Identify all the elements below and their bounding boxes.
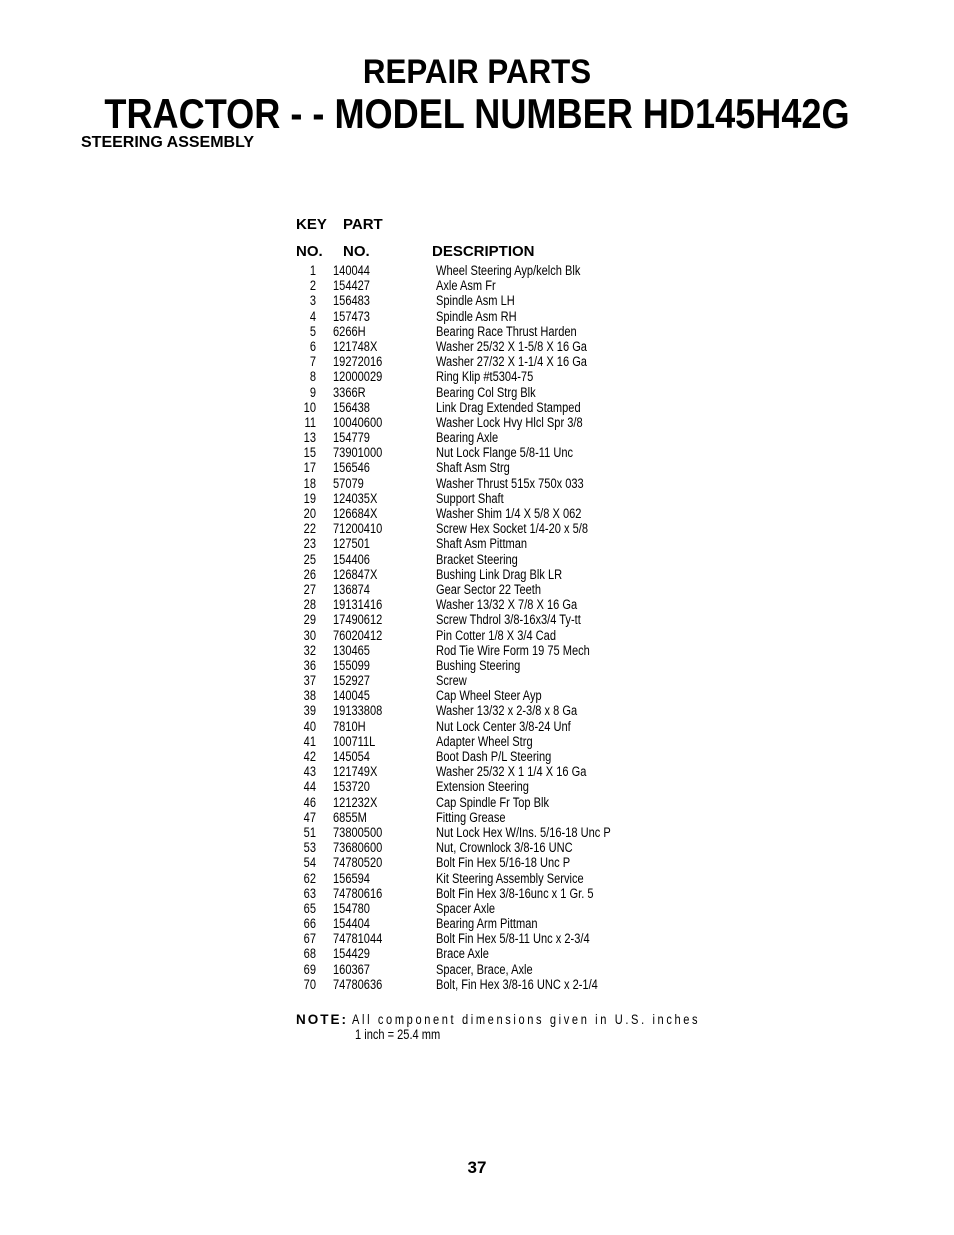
parts-row [296,703,696,718]
key-number: 37 [303,673,316,689]
parts-row [296,460,696,475]
part-description: Link Drag Extended Stamped [436,399,581,415]
part-description: Pin Cotter 1/8 X 3/4 Cad [436,627,557,643]
key-number: 63 [303,885,316,901]
key-number: 4 [309,308,316,324]
parts-row [296,582,696,597]
part-number: 73800500 [333,824,383,840]
part-description: Brace Axle [436,946,489,962]
key-number: 7 [309,354,316,370]
key-number: 69 [303,961,316,977]
part-number: 76020412 [333,627,383,643]
key-number: 1 [309,263,316,278]
part-description: Boot Dash P/L Steering [436,749,552,764]
part-description: Washer 27/32 X 1-1/4 X 16 Ga [436,354,587,370]
parts-row [296,719,696,734]
parts-row [296,430,696,445]
part-number: 130465 [333,642,370,658]
part-number: 154779 [333,430,370,446]
part-description: Bearing Col Strg Blk [436,384,536,400]
key-number: 26 [303,566,316,582]
part-number: 12000029 [333,369,383,385]
part-number: 156546 [333,460,370,476]
parts-row [296,764,696,779]
column-header-key-no: NO. [296,243,323,260]
part-description: Axle Asm Fr [436,278,496,294]
part-description: Gear Sector 22 Teeth [436,581,542,597]
parts-row [296,810,696,825]
key-number: 5 [309,323,316,339]
part-number: 19272016 [333,354,383,370]
part-description: Spacer Axle [436,900,496,916]
part-number: 74781044 [333,931,383,947]
key-number: 25 [303,551,316,567]
parts-row [296,339,696,354]
parts-row [296,658,696,673]
key-number: 8 [309,369,316,385]
parts-row [296,749,696,764]
parts-row [296,506,696,521]
key-number: 46 [303,794,316,810]
part-description: Shaft Asm Pittman [436,536,528,552]
key-number: 22 [303,521,316,537]
part-number: 154427 [333,278,370,294]
key-number: 18 [303,475,316,491]
part-description: Nut Lock Center 3/8-24 Unf [436,718,571,734]
key-number: 6 [309,338,316,354]
parts-row [296,354,696,369]
key-number: 20 [303,506,316,521]
part-description: Washer Lock Hvy Hlcl Spr 3/8 [436,414,583,430]
note-conversion: 1 inch = 25.4 mm [355,1027,441,1042]
part-number: 19133808 [333,703,383,719]
key-number: 15 [303,445,316,461]
parts-row [296,385,696,400]
key-number: 3 [309,293,316,309]
key-number: 9 [309,384,316,400]
part-description: Washer Thrust 515x 750x 033 [436,475,584,491]
part-description: Bearing Arm Pittman [436,916,538,932]
part-number: 156438 [333,399,370,415]
part-number: 145054 [333,749,370,764]
part-description: Adapter Wheel Strg [436,733,533,749]
parts-row [296,734,696,749]
parts-row [296,946,696,961]
part-description: Ring Klip #t5304-75 [436,369,534,385]
part-number: 153720 [333,779,370,795]
part-number: 156594 [333,870,370,886]
parts-row [296,567,696,582]
part-description: Washer 25/32 X 1-5/8 X 16 Ga [436,338,587,354]
note-text: All component dimensions given in U.S. inches [351,1012,700,1027]
parts-row [296,962,696,977]
parts-row [296,400,696,415]
part-description: Rod Tie Wire Form 19 75 Mech [436,642,590,658]
parts-row [296,688,696,703]
parts-list [296,263,696,992]
part-number: 126847X [333,566,378,582]
part-number: 155099 [333,657,370,673]
key-number: 17 [303,460,316,476]
parts-row [296,324,696,339]
parts-row [296,825,696,840]
part-description: Bolt Fin Hex 5/16-18 Unc P [436,855,571,871]
parts-row [296,309,696,324]
part-number: 74780616 [333,885,383,901]
key-number: 65 [303,900,316,916]
part-description: Wheel Steering Ayp/kelch Blk [436,263,581,278]
parts-row [296,916,696,931]
part-number: 154780 [333,900,370,916]
part-number: 121748X [333,338,378,354]
key-number: 44 [303,779,316,795]
part-description: Bolt, Fin Hex 3/8-16 UNC x 2-1/4 [436,976,598,992]
part-number: 154429 [333,946,370,962]
parts-row [296,886,696,901]
part-description: Spindle Asm RH [436,308,517,324]
part-number: 7810H [333,718,366,734]
part-number: 74780636 [333,976,383,992]
part-number: 73901000 [333,445,383,461]
parts-row [296,369,696,384]
parts-row [296,795,696,810]
key-number: 51 [303,824,316,840]
part-description: Bushing Steering [436,657,521,673]
key-number: 53 [303,840,316,856]
key-number: 11 [304,414,316,430]
part-number: 140045 [333,688,370,704]
key-number: 23 [303,536,316,552]
column-header-part-no: NO. [343,243,370,260]
key-number: 29 [303,612,316,628]
part-number: 57079 [333,475,364,491]
part-description: Screw [436,673,467,689]
parts-row [296,597,696,612]
part-description: Bearing Race Thrust Harden [436,323,577,339]
parts-row [296,612,696,627]
part-description: Extension Steering [436,779,529,795]
part-number: 19131416 [333,597,383,613]
key-number: 19 [303,490,316,506]
parts-row [296,293,696,308]
part-number: 6266H [333,323,366,339]
part-number: 157473 [333,308,370,324]
part-number: 3366R [333,384,366,400]
parts-row [296,855,696,870]
key-number: 36 [303,657,316,673]
key-number: 10 [303,399,316,415]
part-description: Bracket Steering [436,551,518,567]
parts-row [296,263,696,278]
page-number: 37 [467,1158,487,1177]
part-number: 140044 [333,263,370,278]
key-number: 27 [303,581,316,597]
part-description: Screw Hex Socket 1/4-20 x 5/8 [436,521,588,537]
part-number: 160367 [333,961,370,977]
part-number: 124035X [333,490,378,506]
parts-row [296,977,696,992]
parts-row [296,552,696,567]
section-title: STEERING ASSEMBLY [81,134,255,151]
part-description: Washer 13/32 x 2-3/8 x 8 Ga [436,703,578,719]
key-number: 39 [303,703,316,719]
key-number: 68 [303,946,316,962]
part-number: 136874 [333,581,370,597]
page-title: REPAIR PARTS [362,53,592,91]
part-number: 17490612 [333,612,383,628]
parts-row [296,521,696,536]
parts-row [296,643,696,658]
key-number: 43 [303,764,316,780]
part-number: 152927 [333,673,370,689]
key-number: 42 [303,749,316,764]
part-number: 100711L [333,733,376,749]
part-description: Shaft Asm Strg [436,460,510,476]
note-label: NOTE: [296,1012,348,1027]
part-number: 73680600 [333,840,383,856]
parts-row [296,536,696,551]
part-description: Washer 25/32 X 1 1/4 X 16 Ga [436,764,587,780]
part-description: Nut, Crownlock 3/8-16 UNC [436,840,573,856]
part-number: 71200410 [333,521,383,537]
part-description: Bolt Fin Hex 3/8-16unc x 1 Gr. 5 [436,885,594,901]
part-number: 156483 [333,293,370,309]
part-description: Support Shaft [436,490,504,506]
parts-row [296,628,696,643]
parts-row [296,673,696,688]
note [296,1012,776,1028]
part-description: Kit Steering Assembly Service [436,870,584,886]
part-number: 154406 [333,551,370,567]
model-title: TRACTOR - - MODEL NUMBER HD145H42G [104,90,850,137]
parts-row [296,931,696,946]
key-number: 2 [309,278,316,294]
parts-row [296,278,696,293]
part-number: 154404 [333,916,370,932]
parts-row [296,871,696,886]
key-number: 30 [303,627,316,643]
part-description: Washer 13/32 X 7/8 X 16 Ga [436,597,578,613]
column-header-part: PART [343,216,383,233]
key-number: 66 [303,916,316,932]
key-number: 41 [303,733,316,749]
part-description: Bolt Fin Hex 5/8-11 Unc x 2-3/4 [436,931,590,947]
parts-row [296,840,696,855]
part-number: 126684X [333,506,378,521]
part-description: Nut Lock Flange 5/8-11 Unc [436,445,574,461]
part-description: Bearing Axle [436,430,499,446]
part-number: 74780520 [333,855,383,871]
parts-row [296,415,696,430]
part-description: Fitting Grease [436,809,506,825]
part-description: Screw Thdrol 3/8-16x3/4 Ty-tt [436,612,581,628]
key-number: 28 [303,597,316,613]
key-number: 38 [303,688,316,704]
key-number: 70 [303,976,316,992]
part-description: Washer Shim 1/4 X 5/8 X 062 [436,506,582,521]
part-description: Nut Lock Hex W/Ins. 5/16-18 Unc P [436,824,611,840]
part-description: Spacer, Brace, Axle [436,961,533,977]
parts-row [296,476,696,491]
key-number: 13 [303,430,316,446]
part-description: Cap Wheel Steer Ayp [436,688,542,704]
key-number: 54 [303,855,316,871]
key-number: 67 [303,931,316,947]
part-description: Spindle Asm LH [436,293,515,309]
part-number: 121749X [333,764,378,780]
parts-row [296,491,696,506]
part-number: 121232X [333,794,378,810]
parts-row [296,779,696,794]
key-number: 47 [303,809,316,825]
parts-row [296,445,696,460]
part-description: Bushing Link Drag Blk LR [436,566,563,582]
part-description: Cap Spindle Fr Top Blk [436,794,550,810]
key-number: 62 [303,870,316,886]
part-number: 10040600 [333,414,383,430]
parts-row [296,901,696,916]
part-number: 6855M [333,809,367,825]
column-header-key: KEY [296,216,327,233]
key-number: 32 [303,642,316,658]
key-number: 40 [303,718,316,734]
part-number: 127501 [333,536,370,552]
column-header-description: DESCRIPTION [432,243,535,260]
